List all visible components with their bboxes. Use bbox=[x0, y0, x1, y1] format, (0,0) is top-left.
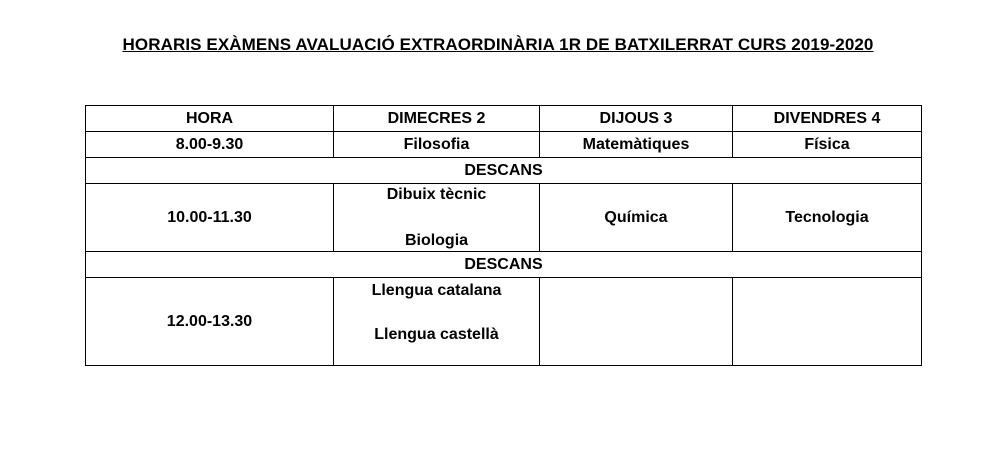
slot3-dimecres bbox=[334, 278, 540, 366]
slot2-dimecres bbox=[334, 184, 540, 252]
document-title: HORARIS EXÀMENS AVALUACIÓ EXTRAORDINÀRIA 1R DE BATXILERRAT CURS 2019-2020 bbox=[122, 35, 874, 54]
break-row bbox=[86, 158, 922, 184]
break-label: DESCANS bbox=[86, 158, 922, 184]
slot3-dimecres-subject: Llengua catalana bbox=[371, 281, 502, 299]
break-label: DESCANS bbox=[86, 252, 922, 278]
table-row bbox=[86, 184, 922, 252]
slot2-dimecres-subject: Dibuix tècnic bbox=[386, 185, 487, 203]
slot3-dimecres-subject: Llengua castellà bbox=[374, 325, 499, 343]
break-row bbox=[86, 252, 922, 278]
slot2-dijous: Química bbox=[540, 184, 733, 252]
slot2-hora: 10.00-11.30 bbox=[86, 184, 334, 252]
slot2-dimecres-subject: Biologia bbox=[404, 231, 469, 249]
slot1-divendres: Física bbox=[733, 132, 922, 158]
slot1-dimecres: Filosofia bbox=[334, 132, 540, 158]
header-hora: HORA bbox=[86, 106, 334, 132]
slot3-divendres bbox=[733, 278, 922, 366]
header-dimecres: DIMECRES 2 bbox=[334, 106, 540, 132]
slot3-dijous bbox=[540, 278, 733, 366]
exam-schedule-table bbox=[85, 105, 922, 366]
slot1-dijous: Matemàtiques bbox=[540, 132, 733, 158]
slot3-hora: 12.00-13.30 bbox=[86, 278, 334, 366]
header-divendres: DIVENDRES 4 bbox=[733, 106, 922, 132]
table-row bbox=[86, 132, 922, 158]
slot1-hora: 8.00-9.30 bbox=[86, 132, 334, 158]
slot2-divendres: Tecnologia bbox=[733, 184, 922, 252]
header-row bbox=[86, 106, 922, 132]
table-row bbox=[86, 278, 922, 366]
header-dijous: DIJOUS 3 bbox=[540, 106, 733, 132]
